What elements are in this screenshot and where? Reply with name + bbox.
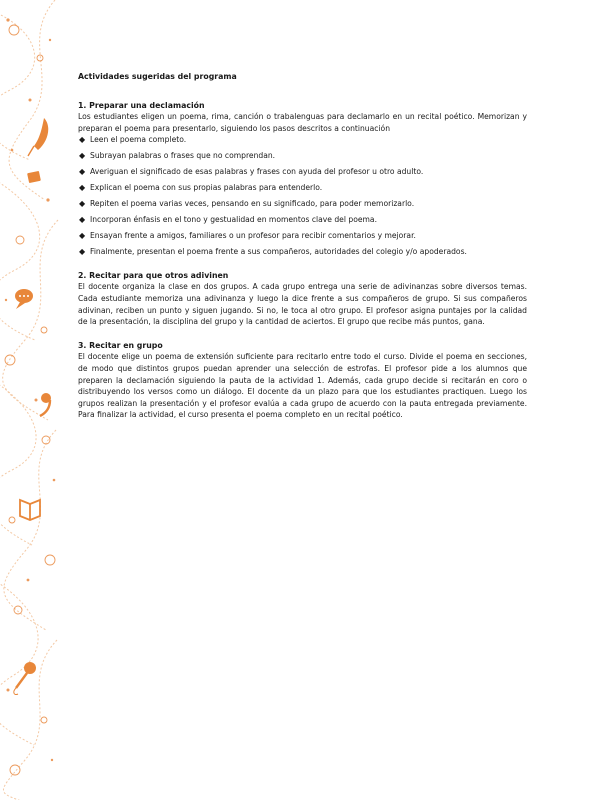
document-title: Actividades sugeridas del programa (78, 72, 237, 81)
bullet-icon: ◆ (79, 215, 86, 225)
list-item-text: Explican el poema con sus propias palabras para entenderlo. (90, 183, 323, 193)
bullet-icon: ◆ (79, 183, 86, 193)
list-item-text: Ensayan frente a amigos, familiares o un profesor para recibir comentarios y mejorar. (90, 231, 416, 241)
list-item-text: Repiten el poema varias veces, pensando en su significado, para poder memorizarlo. (90, 199, 415, 209)
list-item (78, 230, 527, 242)
list-item (78, 214, 527, 226)
bullet-icon: ◆ (79, 167, 86, 177)
list-item-text: Incorporan énfasis en el tono y gestualidad en momentos clave del poema. (90, 215, 377, 225)
section-intro: Los estudiantes eligen un poema, rima, canción o trabalenguas para declamarlo en un recital poético. Memorizan y preparan el poema para presentarlo, siguiendo los pasos descritos a continuación (78, 112, 527, 133)
section-heading: 1. Preparar una declamación (78, 100, 205, 110)
list-item (78, 198, 527, 210)
bullet-icon: ◆ (79, 151, 86, 161)
section-body: El docente elige un poema de extensión suficiente para recitarlo entre todo el curso. Divide el poema en secciones, de modo que distintos grupos puedan aprender una selección de estrofas. El profesor pide a los alumnos que preparen la declamación siguiendo la pauta de la actividad 1. Además, cada grupo decide si recitarán en coro o distribuyendo los versos como un diálogo. El docente da un plazo para que los estudiantes practiquen. Luego los grupos realizan la presentación y el profesor evalúa a cada grupo de acuerdo con la pauta entregada previamente. Para finalizar la actividad, el curso presenta el poema completo en un recital poético. (78, 352, 527, 420)
bullet-icon: ◆ (79, 231, 86, 241)
list-item (78, 150, 527, 162)
section-heading: 3. Recitar en grupo (78, 340, 163, 350)
list-item-text: Subrayan palabras o frases que no comprendan. (90, 151, 276, 161)
feather-quill-icon (28, 118, 48, 156)
section-2 (78, 270, 527, 328)
list-item (78, 182, 527, 194)
list-item-text: Averiguan el significado de esas palabras y frases con ayuda del profesor u otro adulto. (90, 167, 424, 177)
section-1 (78, 100, 527, 258)
document-body (78, 71, 527, 433)
section-3 (78, 340, 527, 421)
bullet-icon: ◆ (79, 247, 86, 257)
notebook-icon (27, 171, 41, 183)
steps-list (78, 134, 527, 257)
section-body: El docente organiza la clase en dos grupos. A cada grupo entrega una serie de adivinanzas sobre diversos temas. Cada estudiante memoriza una adivinanza y luego la dice frente a sus compañeros de grupo. Si sus compañeros adivinan, reciben un punto y siguen jugando. Si no, le toca al otro grupo. El profesor asigna puntajes por la calidad de la presentación, la disciplina del grupo y la cantidad de aciertos. El grupo que recibe más puntos, gana. (78, 282, 527, 327)
bullet-icon: ◆ (79, 199, 86, 209)
section-heading: 2. Recitar para que otros adivinen (78, 270, 229, 280)
microphone-icon (14, 662, 36, 695)
open-book-icon (20, 500, 40, 520)
bullet-icon: ◆ (79, 135, 86, 145)
list-item (78, 246, 527, 258)
list-item-text: Leen el poema completo. (90, 135, 187, 145)
comma-icon (40, 393, 51, 416)
speech-bubble-icon (15, 289, 33, 309)
decorative-sidebar (0, 0, 62, 800)
list-item (78, 166, 527, 178)
list-item (78, 134, 527, 146)
list-item-text: Finalmente, presentan el poema frente a sus compañeros, autoridades del colegio y/o apoderados. (90, 247, 467, 257)
